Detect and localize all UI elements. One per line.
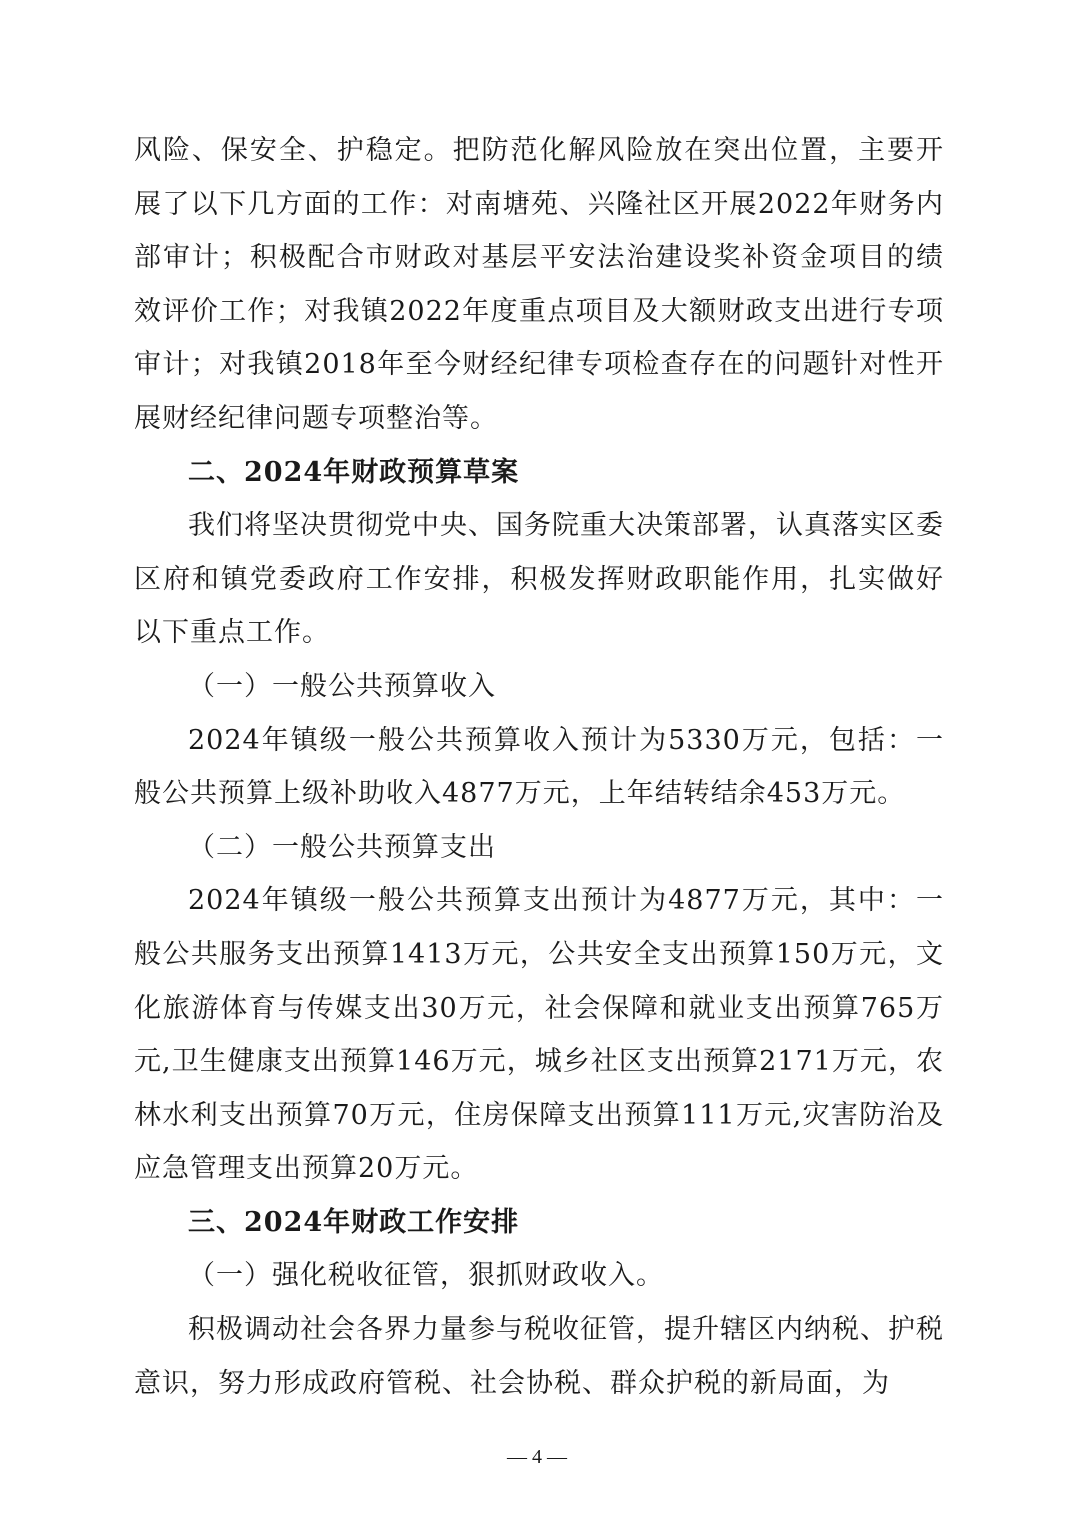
paragraph-budget-intro: 我们将坚决贯彻党中央、国务院重大决策部署，认真落实区委区府和镇党委政府工作安排，积极发挥财政职能作用，扎实做好以下重点工作。 xyxy=(134,510,944,649)
page-number: — 4 — xyxy=(507,1446,567,1468)
paragraph-risk-prevention: 风险、保安全、护稳定。把防范化解风险放在突出位置，主要开展了以下几方面的工作：对南塘苑、兴隆社区开展2022年财务内部审计；积极配合市财政对基层平安法治建设奖补资金项目的绩效评价工作；对我镇2022年度重点项目及大额财政支出进行专项审计；对我镇2018年至今财经纪律专项检查存在的问题针对性开展财经纪律问题专项整治等。 xyxy=(134,135,944,434)
subheading-tax-collection: （一）强化税收征管，狠抓财政收入。 xyxy=(188,1260,664,1292)
document-body xyxy=(134,124,944,1410)
section-heading-work-arrangement: 三、2024年财政工作安排 xyxy=(188,1206,520,1238)
paragraph-revenue-details: 2024年镇级一般公共预算收入预计为5330万元，包括：一般公共预算上级补助收入4877万元，上年结转结余453万元。 xyxy=(134,724,944,810)
subheading-public-budget-revenue: （一）一般公共预算收入 xyxy=(188,670,496,702)
section-heading-budget-draft: 二、2024年财政预算草案 xyxy=(188,456,520,488)
paragraph-tax-collection: 积极调动社会各界力量参与税收征管，提升辖区内纳税、护税意识，努力形成政府管税、社会协税、群众护税的新局面，为 xyxy=(134,1314,944,1399)
subheading-public-budget-expenditure: （二）一般公共预算支出 xyxy=(188,831,496,863)
paragraph-expenditure-details: 2024年镇级一般公共预算支出预计为4877万元，其中：一般公共服务支出预算1413万元，公共安全支出预算150万元，文化旅游体育与传媒支出30万元，社会保障和就业支出预算765万元,卫生健康支出预算146万元，城乡社区支出预算2171万元，农林水利支出预算70万元，住房保障支出预算111万元,灾害防治及应急管理支出预算20万元。 xyxy=(134,885,944,1185)
